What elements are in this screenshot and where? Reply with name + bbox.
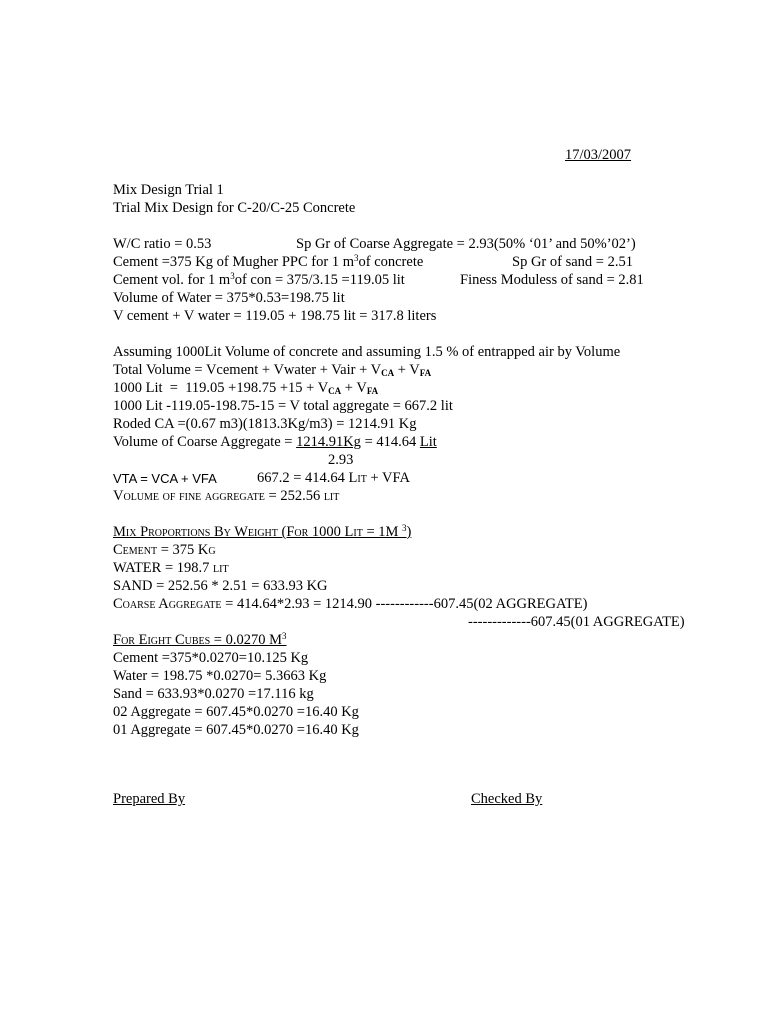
cubes-water-line: Water = 198.75 *0.0270= 5.3663 Kg	[113, 668, 327, 684]
roded-ca-line: Roded CA =(0.67 m3)(1813.3Kg/m3) = 1214.91 Kg	[113, 416, 417, 432]
wc-ratio-line: W/C ratio = 0.53	[113, 236, 212, 252]
assumption-line: Assuming 1000Lit Volume of concrete and assuming 1.5 % of entrapped air by Volume	[113, 344, 621, 360]
checked-by-label: Checked By	[471, 791, 543, 807]
water-volume-line: Volume of Water = 375*0.53=198.75 lit	[113, 290, 345, 306]
weights-water-line: WATER = 198.7 lit	[113, 560, 229, 576]
weights-coarse-line: Coarse Aggregate = 414.64*2.93 = 1214.90 ------------607.45(02 AGGREGATE)	[113, 596, 588, 612]
cubes-02-aggregate-line: 02 Aggregate = 607.45*0.0270 =16.40 Kg	[113, 704, 359, 720]
vta-value-line: 667.2 = 414.64 Lit + VFA	[257, 470, 410, 486]
spgr-coarse-line: Sp Gr of Coarse Aggregate = 2.93(50% ‘01’ and 50%’02’)	[296, 236, 636, 252]
prepared-by-label: Prepared By	[113, 791, 186, 807]
fineness-line: Finess Moduless of sand = 2.81	[460, 272, 644, 288]
total-aggregate-line: 1000 Lit -119.05-198.75-15 = V total aggregate = 667.2 lit	[113, 398, 453, 414]
cement-water-sum-line: V cement + V water = 119.05 + 198.75 lit = 317.8 liters	[113, 308, 437, 324]
fine-aggregate-volume-line: Volume of fine aggregate = 252.56 lit	[113, 488, 340, 504]
document-title: Mix Design Trial 1	[113, 182, 224, 198]
cement-line: Cement =375 Kg of Mugher PPC for 1 $m^3of$ concrete	[113, 253, 424, 270]
weights-coarse-line-2: -------------607.45(01 AGGREGATE)	[468, 614, 685, 630]
weights-cement-line: Cement = 375 Kg	[113, 542, 216, 558]
coarse-volume-denominator: 2.93	[328, 452, 354, 468]
cubes-heading: For Eight Cubes = 0.0270 $M^3$	[113, 631, 287, 648]
cubes-cement-line: Cement =375*0.0270=10.125 Kg	[113, 650, 309, 666]
weights-heading: Mix Proportions By Weight (For 1000 Lit = 1M $^3$)	[113, 523, 412, 540]
document-date: 17/03/2007	[565, 147, 632, 163]
cement-volume-line: Cement vol. for 1 $m^3of$ con = 375/3.15 =119.05 lit	[113, 271, 405, 288]
total-volume-line: Total Volume = Vcement + Vwater + Vair + $V_{CA} + V_{FA}$	[113, 362, 432, 378]
cubes-01-aggregate-line: 01 Aggregate = 607.45*0.0270 =16.40 Kg	[113, 722, 359, 738]
vta-equation-line: VTA = VCA + VFA	[113, 471, 217, 486]
spgr-sand-line: Sp Gr of sand = 2.51	[512, 254, 633, 270]
cubes-sand-line: Sand = 633.93*0.0270 =17.116 kg	[113, 686, 314, 702]
weights-sand-line: SAND = 252.56 * 2.51 = 633.93 KG	[113, 578, 328, 594]
document-subtitle: Trial Mix Design for C-20/C-25 Concrete	[113, 200, 356, 216]
coarse-volume-line: Volume of Coarse Aggregate = 1214.91Kg = 414.64 Lit	[113, 434, 437, 450]
thousand-lit-line: 1000 Lit = $119.05 +198.75 +15 + V_{CA} + V_{FA}$	[113, 380, 379, 396]
